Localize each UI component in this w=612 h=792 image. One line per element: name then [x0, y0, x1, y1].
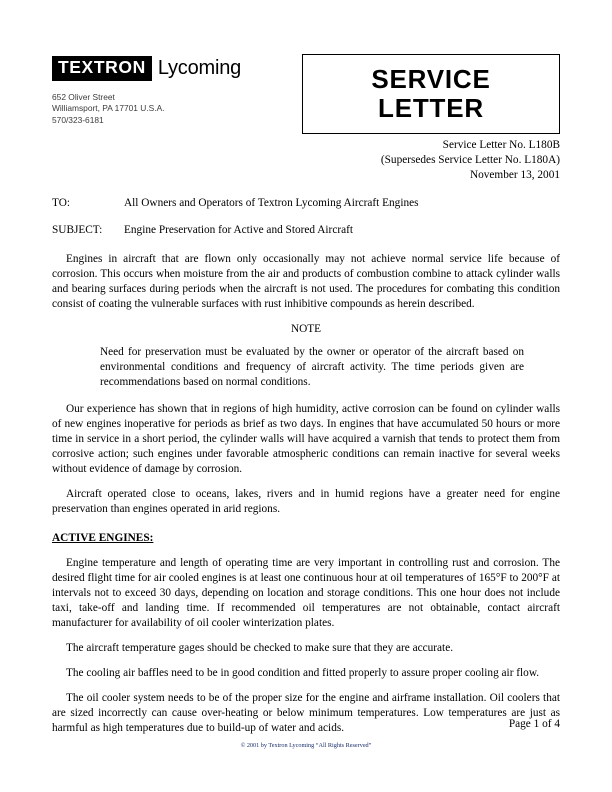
- paragraph-coastal: Aircraft operated close to oceans, lakes, rivers and in humid regions have a greater need for engine preservation than engines operated in arid regions.: [52, 488, 560, 516]
- paragraph-intro: Engines in aircraft that are flown only occasionally may not achieve normal service life because of corrosion. This occurs when moisture from the air and products of combustion combine to attack cylinder walls and bearing surfaces during periods when the aircraft is not used. The procedures for combating this condition consist of coating the vulnerable surfaces with rust inhibitive compounds as herein described.: [52, 253, 560, 311]
- letter-date: November 13, 2001: [469, 169, 560, 182]
- document-type-box: [302, 54, 560, 134]
- note-text: Need for preservation must be evaluated by the owner or operator of the aircraft based on environmental conditions and frequency of aircraft activity. The time periods given are recommendations based on normal conditions.: [100, 346, 524, 389]
- document-type-line-2: LETTER: [378, 93, 484, 123]
- subject-value: Engine Preservation for Active and Stored Aircraft: [124, 224, 354, 237]
- section-heading-active-engines: ACTIVE ENGINES:: [52, 532, 154, 545]
- to-row: [52, 196, 560, 211]
- to-value: All Owners and Operators of Textron Lycoming Aircraft Engines: [124, 197, 419, 209]
- reference-block: [381, 138, 560, 183]
- paragraph-temperature-gages: The aircraft temperature gages should be checked to make sure that they are accurate.: [66, 642, 454, 655]
- paragraph-cooling-baffles: The cooling air baffles need to be in good condition and fitted properly to assure proper cooling air flow.: [66, 667, 540, 680]
- paragraph-oil-cooler: The oil cooler system needs to be of the proper size for the engine and airframe installation. Oil coolers that are sized incorrectly can cause over-heating or below minimum temperatures. Low temperatures are just as harmful as high temperatures due to build-up of water and acids.: [52, 692, 560, 735]
- document-body: [52, 196, 560, 746]
- logo-row: [52, 56, 282, 81]
- note-heading: NOTE: [290, 323, 322, 336]
- document-type-line-1: SERVICE: [371, 64, 491, 95]
- subject-row: [52, 223, 560, 238]
- paragraph-experience: Our experience has shown that in regions of high humidity, active corrosion can be found on cylinder walls of new engines inoperative for periods as brief as two days. In engines that have accumulated 50 hours or more time in service in a short period, the cylinder walls will have acquired a varnish that tends to protect them from corrosive action; such engines under favorable atmospheric conditions can remain inactive for several weeks without evidence of damage by corrosion.: [52, 403, 560, 476]
- to-label: TO:: [52, 197, 70, 209]
- copyright-notice: © 2001 by Textron Lycoming “All Rights Reserved”: [240, 742, 372, 749]
- address-line-city: Williamsport, PA 17701 U.S.A.: [52, 103, 165, 114]
- page-number: Page 1 of 4: [508, 718, 560, 730]
- lycoming-wordmark: Lycoming: [157, 56, 242, 79]
- textron-wordmark: TEXTRON: [52, 56, 152, 81]
- company-logo: [52, 56, 282, 127]
- address-line-phone: 570/323-6181: [52, 115, 104, 126]
- supersedes-note: (Supersedes Service Letter No. L180A): [380, 154, 560, 167]
- letter-number: Service Letter No. L180B: [442, 139, 560, 151]
- company-address: [52, 92, 282, 128]
- paragraph-engine-temperature: Engine temperature and length of operating time are very important in controlling rust and corrosion. The desired flight time for air cooled engines is at least one continuous hour at oil temperatures of 165°F to 200°F at intervals not to exceed 30 days, depending on location and storage conditions. This one hour does not include taxi, take-off and landing time. If recommended oil temperatures are not obtainable, contact aircraft manufacturer for availability of oil cooler winterization plates.: [52, 557, 560, 630]
- document-header: [52, 56, 560, 142]
- address-line-street: 652 Oliver Street: [52, 91, 115, 102]
- subject-label: SUBJECT:: [52, 224, 103, 237]
